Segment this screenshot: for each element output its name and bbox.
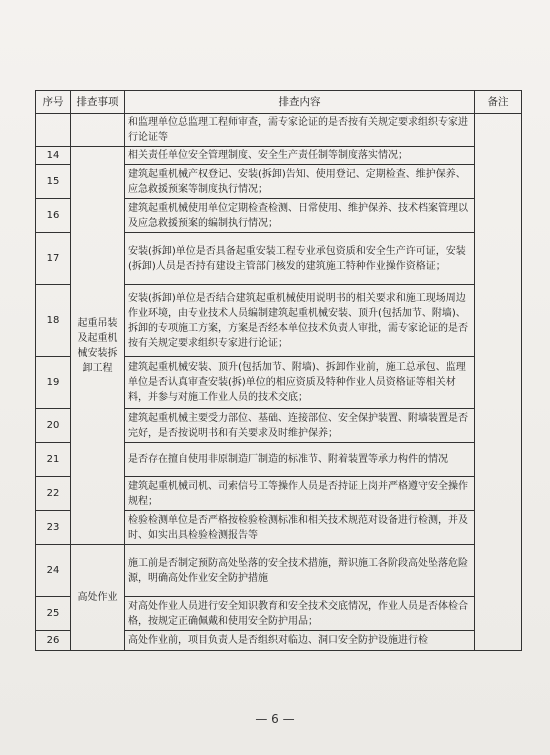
row-content: 建筑起重机械司机、司索信号工等操作人员是否持证上岗并严格遵守安全操作规程； — [125, 477, 475, 511]
row-content: 建筑起重机械主要受力部位、基础、连接部位、安全保护装置、附墙装置是否完好，是否按说明书和有关要求及时维护保养； — [125, 409, 475, 443]
row-no: 21 — [36, 443, 71, 477]
row-no: 18 — [36, 285, 71, 357]
row-category-empty — [71, 114, 125, 147]
row-content: 安装(拆卸)单位是否结合建筑起重机械使用说明书的相关要求和施工现场周边作业环境，由专业技术人员编制建筑起重机械安装、顶升(包括加节、附墙)、拆卸的专项施工方案，方案是否经本单位技术负责人审批，需专家论证的是否按有关规定要求组织专家进行论证； — [125, 285, 475, 357]
row-no: 20 — [36, 409, 71, 443]
row-no: 25 — [36, 597, 71, 631]
table-row — [36, 147, 522, 165]
row-no: 14 — [36, 147, 71, 165]
row-content: 检验检测单位是否严格按检验检测标准和相关技术规范对设备进行检测，并及时、如实出具检验检测报告等 — [125, 511, 475, 545]
row-content: 对高处作业人员进行安全知识教育和安全技术交底情况，作业人员是否体检合格，按规定正确佩戴和使用安全防护用品； — [125, 597, 475, 631]
row-no — [36, 114, 71, 147]
row-content: 施工前是否制定预防高处坠落的安全技术措施，辩识施工各阶段高处坠落危险源，明确高处作业安全防护措施 — [125, 545, 475, 597]
row-content: 建筑起重机械使用单位定期检查检测、日常使用、维护保养、技术档案管理以及应急救援预案的编制执行情况； — [125, 199, 475, 233]
row-content: 建筑起重机械安装、顶升(包括加节、附墙)、拆卸作业前，施工总承包、监理单位是否认真审查安装(拆)单位的相应资质及特种作业人员资格证等相关材料，并参与对施工作业人员的技术交底； — [125, 357, 475, 409]
row-content: 安装(拆卸)单位是否具备起重安装工程专业承包资质和安全生产许可证，安装(拆卸)人员是否持有建设主管部门核发的建筑施工特种作业操作资格证； — [125, 233, 475, 285]
table-row — [36, 114, 522, 147]
header-remark: 备注 — [475, 91, 522, 114]
inspection-table-container — [35, 90, 521, 651]
row-content: 是否存在擅自使用非原制造厂制造的标准节、附着装置等承力构件的情况 — [125, 443, 475, 477]
category-height: 高处作业 — [71, 545, 125, 651]
page-number: — 6 — — [255, 712, 295, 726]
row-content: 高处作业前，项目负责人是否组织对临边、洞口安全防护设施进行检 — [125, 631, 475, 651]
category-lifting: 起重吊装及起重机械安装拆卸工程 — [71, 147, 125, 545]
row-no: 24 — [36, 545, 71, 597]
row-content: 和监理单位总监理工程师审查，需专家论证的是否按有关规定要求组织专家进行论证等 — [125, 114, 475, 147]
row-no: 17 — [36, 233, 71, 285]
header-item: 排查事项 — [71, 91, 125, 114]
row-no: 22 — [36, 477, 71, 511]
inspection-table — [35, 90, 522, 651]
row-no: 23 — [36, 511, 71, 545]
row-content: 相关责任单位安全管理制度、安全生产责任制等制度落实情况； — [125, 147, 475, 165]
table-header-row — [36, 91, 522, 114]
row-no: 26 — [36, 631, 71, 651]
header-no: 序号 — [36, 91, 71, 114]
row-content: 建筑起重机械产权登记、安装(拆卸)告知、使用登记、定期检查、维护保养、应急救援预案等制度执行情况； — [125, 165, 475, 199]
header-content: 排查内容 — [125, 91, 475, 114]
row-no: 15 — [36, 165, 71, 199]
row-no: 19 — [36, 357, 71, 409]
table-row — [36, 545, 522, 597]
row-no: 16 — [36, 199, 71, 233]
remark-cell — [475, 114, 522, 651]
